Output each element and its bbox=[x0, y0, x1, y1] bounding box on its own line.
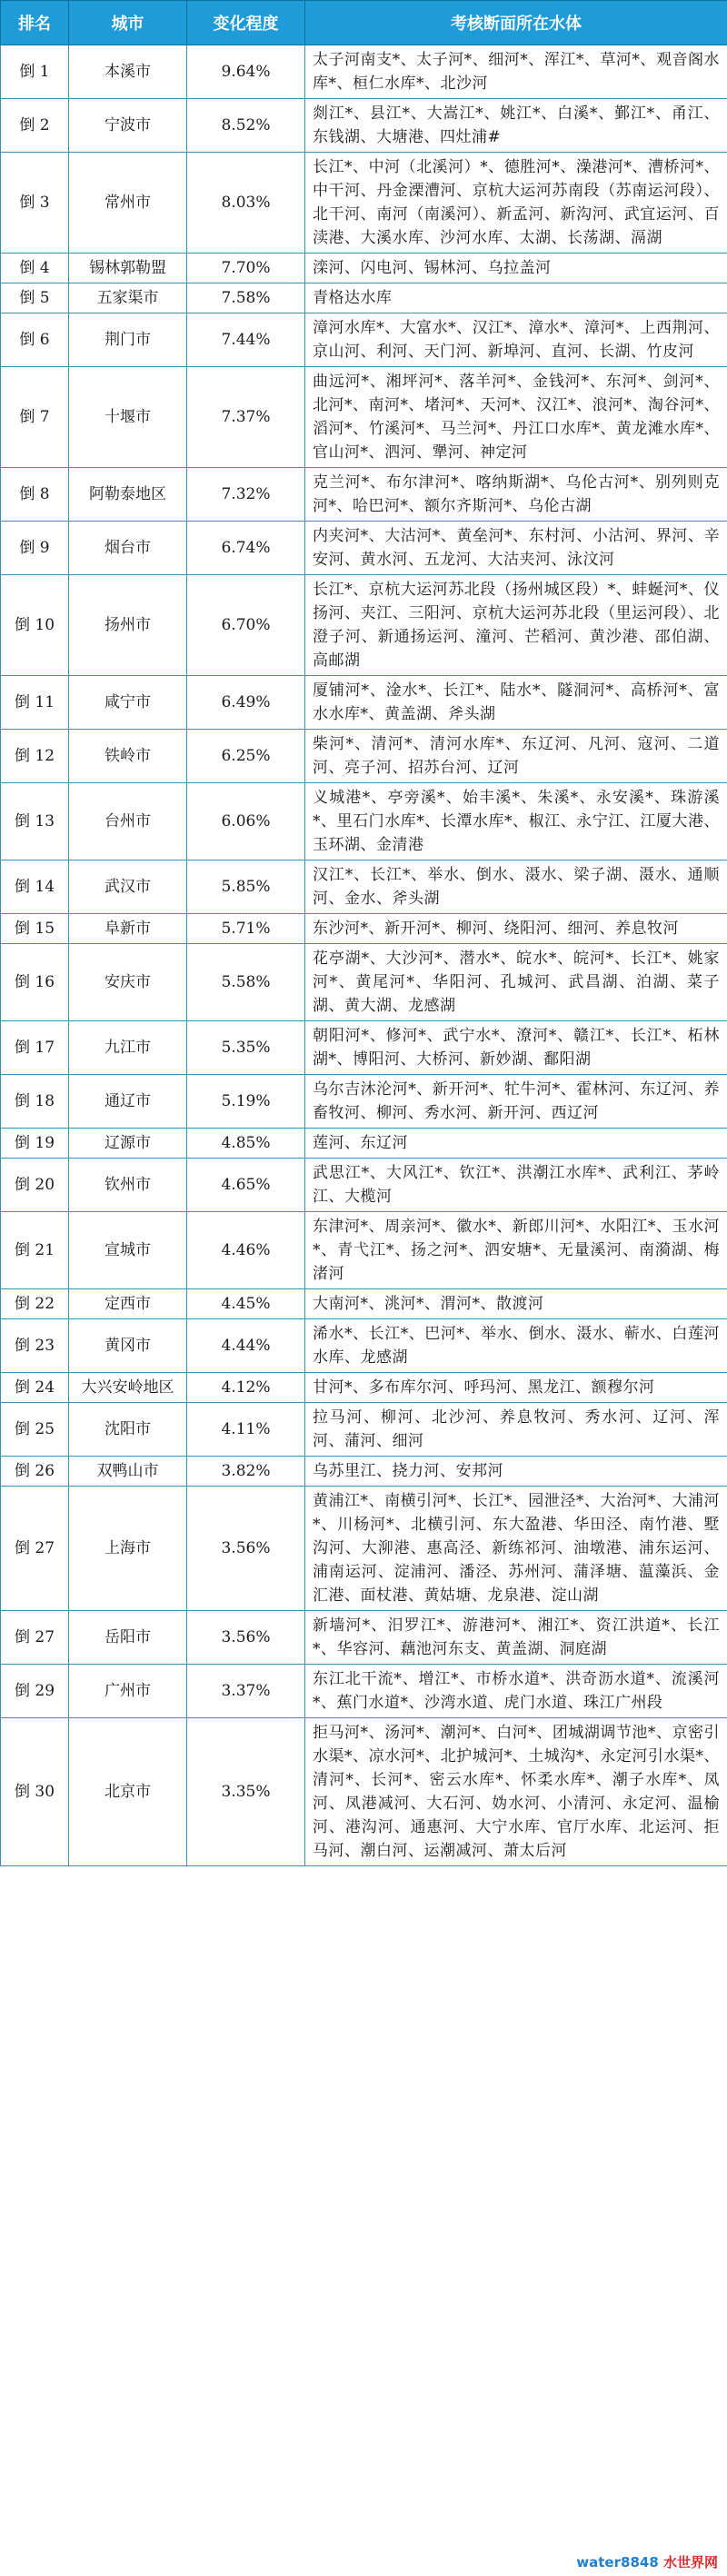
table-row bbox=[1, 914, 727, 944]
table-row bbox=[1, 1021, 727, 1075]
rank-cell: 倒 29 bbox=[1, 1665, 69, 1718]
rank-cell: 倒 17 bbox=[1, 1021, 69, 1075]
rank-cell: 倒 13 bbox=[1, 783, 69, 860]
table-row bbox=[1, 45, 727, 99]
water-cell: 拉马河、柳河、北沙河、养息牧河、秀水河、辽河、浑河、蒲河、细河 bbox=[305, 1403, 727, 1457]
water-cell: 柴河*、清河*、清河水库*、东辽河、凡河、寇河、二道河、亮子河、招苏台河、辽河 bbox=[305, 730, 727, 783]
water-cell: 剡江*、县江*、大嵩江*、姚江*、白溪*、鄞江*、甬江、东钱湖、大塘港、四灶浦# bbox=[305, 99, 727, 153]
water-cell: 汉江*、长江*、举水、倒水、滠水、梁子湖、滠水、通顺河、金水、斧头湖 bbox=[305, 860, 727, 914]
rank-cell: 倒 22 bbox=[1, 1289, 69, 1319]
city-cell: 十堰市 bbox=[69, 367, 187, 468]
table-row bbox=[1, 1457, 727, 1487]
header-rank: 排名 bbox=[1, 1, 69, 45]
table-row bbox=[1, 1319, 727, 1373]
table-body bbox=[1, 45, 727, 1866]
city-cell: 阜新市 bbox=[69, 914, 187, 944]
table-row bbox=[1, 1075, 727, 1129]
city-cell: 宣城市 bbox=[69, 1212, 187, 1289]
rank-cell: 倒 23 bbox=[1, 1319, 69, 1373]
table-row bbox=[1, 1487, 727, 1611]
city-cell: 阿勒泰地区 bbox=[69, 468, 187, 522]
city-cell: 上海市 bbox=[69, 1487, 187, 1611]
table-row bbox=[1, 676, 727, 730]
rank-cell: 倒 24 bbox=[1, 1373, 69, 1403]
change-cell: 9.64% bbox=[187, 45, 305, 99]
city-cell: 扬州市 bbox=[69, 575, 187, 676]
water-cell: 新墙河*、汨罗江*、游港河*、湘江*、资江洪道*、长江*、华容河、藕池河东支、黄盖湖、洞庭湖 bbox=[305, 1611, 727, 1665]
change-cell: 3.37% bbox=[187, 1665, 305, 1718]
change-cell: 7.37% bbox=[187, 367, 305, 468]
water-cell: 浠水*、长江*、巴河*、举水、倒水、滠水、蕲水、白莲河水库、龙感湖 bbox=[305, 1319, 727, 1373]
rank-cell: 倒 27 bbox=[1, 1487, 69, 1611]
table-row bbox=[1, 99, 727, 153]
water-cell: 乌苏里江、挠力河、安邦河 bbox=[305, 1457, 727, 1487]
change-cell: 8.52% bbox=[187, 99, 305, 153]
table-row bbox=[1, 1611, 727, 1665]
rank-cell: 倒 14 bbox=[1, 860, 69, 914]
change-cell: 4.45% bbox=[187, 1289, 305, 1319]
table-row bbox=[1, 1212, 727, 1289]
city-cell: 本溪市 bbox=[69, 45, 187, 99]
table-row bbox=[1, 783, 727, 860]
table-row bbox=[1, 1129, 727, 1159]
change-cell: 5.19% bbox=[187, 1075, 305, 1129]
rank-cell: 倒 30 bbox=[1, 1718, 69, 1866]
header-city: 城市 bbox=[69, 1, 187, 45]
change-cell: 5.71% bbox=[187, 914, 305, 944]
change-cell: 8.03% bbox=[187, 153, 305, 254]
city-cell: 沈阳市 bbox=[69, 1403, 187, 1457]
table-row bbox=[1, 944, 727, 1021]
watermark-brand: water8848 bbox=[576, 2554, 659, 2571]
table-row bbox=[1, 468, 727, 522]
change-cell: 3.82% bbox=[187, 1457, 305, 1487]
change-cell: 4.12% bbox=[187, 1373, 305, 1403]
change-cell: 3.56% bbox=[187, 1487, 305, 1611]
rank-cell: 倒 4 bbox=[1, 254, 69, 283]
city-cell: 咸宁市 bbox=[69, 676, 187, 730]
rank-cell: 倒 21 bbox=[1, 1212, 69, 1289]
water-cell: 黄浦江*、南横引河*、长江*、园泄泾*、大治河*、大浦河*、川杨河*、北横引河、东大盈港、华田泾、南竹港、墅沟河、大泖港、惠高泾、新练祁河、油墩港、浦东运河、浦南运河、淀浦河、潘泾、苏州河、蒲泽塘、蕰藻浜、金汇港、面杖港、黄姑塘、龙泉港、淀山湖 bbox=[305, 1487, 727, 1611]
table-row bbox=[1, 1718, 727, 1866]
rank-cell: 倒 9 bbox=[1, 522, 69, 575]
change-cell: 5.58% bbox=[187, 944, 305, 1021]
city-cell: 双鸭山市 bbox=[69, 1457, 187, 1487]
rank-cell: 倒 8 bbox=[1, 468, 69, 522]
water-cell: 厦铺河*、淦水*、长江*、陆水*、隧洞河*、高桥河*、富水水库*、黄盖湖、斧头湖 bbox=[305, 676, 727, 730]
rank-cell: 倒 11 bbox=[1, 676, 69, 730]
table-row bbox=[1, 730, 727, 783]
city-cell: 烟台市 bbox=[69, 522, 187, 575]
water-cell: 东江北干流*、增江*、市桥水道*、洪奇沥水道*、流溪河*、蕉门水道*、沙湾水道、虎门水道、珠江广州段 bbox=[305, 1665, 727, 1718]
change-cell: 3.35% bbox=[187, 1718, 305, 1866]
water-cell: 滦河、闪电河、锡林河、乌拉盖河 bbox=[305, 254, 727, 283]
rank-cell: 倒 10 bbox=[1, 575, 69, 676]
change-cell: 6.25% bbox=[187, 730, 305, 783]
rank-cell: 倒 15 bbox=[1, 914, 69, 944]
rank-cell: 倒 20 bbox=[1, 1159, 69, 1212]
change-cell: 4.65% bbox=[187, 1159, 305, 1212]
rank-cell: 倒 18 bbox=[1, 1075, 69, 1129]
city-cell: 铁岭市 bbox=[69, 730, 187, 783]
water-cell: 长江*、中河（北溪河）*、德胜河*、澡港河*、漕桥河*、中干河、丹金溧漕河、京杭大运河苏南段（苏南运河段）、北干河、南河（南溪河）、新孟河、新沟河、武宜运河、百渎港、大溪水库、沙河水库、太湖、长荡湖、滆湖 bbox=[305, 153, 727, 254]
city-cell: 锡林郭勒盟 bbox=[69, 254, 187, 283]
change-cell: 4.46% bbox=[187, 1212, 305, 1289]
change-cell: 7.44% bbox=[187, 313, 305, 367]
table-row bbox=[1, 1373, 727, 1403]
rank-cell: 倒 27 bbox=[1, 1611, 69, 1665]
city-cell: 台州市 bbox=[69, 783, 187, 860]
watermark-suffix: 水世界网 bbox=[662, 2554, 718, 2571]
city-cell: 广州市 bbox=[69, 1665, 187, 1718]
change-cell: 6.70% bbox=[187, 575, 305, 676]
table-row bbox=[1, 283, 727, 313]
water-cell: 曲远河*、湘坪河*、落羊河*、金钱河*、东河*、剑河*、北河*、南河*、堵河*、天河*、汉江*、浪河*、淘谷河*、滔河*、竹溪河*、马兰河*、丹江口水库*、黄龙滩水库*、官山河*、泗河、犟河、神定河 bbox=[305, 367, 727, 468]
rank-cell: 倒 25 bbox=[1, 1403, 69, 1457]
table-row bbox=[1, 153, 727, 254]
change-cell: 7.70% bbox=[187, 254, 305, 283]
water-cell: 克兰河*、布尔津河*、喀纳斯湖*、乌伦古河*、别列则克河*、哈巴河*、额尔齐斯河*、乌伦古湖 bbox=[305, 468, 727, 522]
rank-cell: 倒 5 bbox=[1, 283, 69, 313]
water-cell: 东沙河*、新开河*、柳河、绕阳河、细河、养息牧河 bbox=[305, 914, 727, 944]
water-cell: 东津河*、周亲河*、徽水*、新郎川河*、水阳江*、玉水河*、青弋江*、扬之河*、泗安塘*、无量溪河、南漪湖、梅渚河 bbox=[305, 1212, 727, 1289]
rank-cell: 倒 1 bbox=[1, 45, 69, 99]
water-cell: 武思江*、大风江*、钦江*、洪潮江水库*、武利江、茅岭江、大榄河 bbox=[305, 1159, 727, 1212]
table-row bbox=[1, 367, 727, 468]
water-cell: 青格达水库 bbox=[305, 283, 727, 313]
city-cell: 常州市 bbox=[69, 153, 187, 254]
city-cell: 北京市 bbox=[69, 1718, 187, 1866]
change-cell: 4.44% bbox=[187, 1319, 305, 1373]
table-row bbox=[1, 254, 727, 283]
city-cell: 荆门市 bbox=[69, 313, 187, 367]
rank-cell: 倒 2 bbox=[1, 99, 69, 153]
table-row bbox=[1, 575, 727, 676]
water-cell: 花亭湖*、大沙河*、潜水*、皖水*、皖河*、长江*、姚家河*、黄尾河*、华阳河、孔城河、武昌湖、泊湖、菜子湖、黄大湖、龙感湖 bbox=[305, 944, 727, 1021]
change-cell: 7.32% bbox=[187, 468, 305, 522]
city-cell: 大兴安岭地区 bbox=[69, 1373, 187, 1403]
table-row bbox=[1, 860, 727, 914]
change-cell: 4.85% bbox=[187, 1129, 305, 1159]
water-cell: 漳河水库*、大富水*、汉江*、漳水*、漳河*、上西荆河、京山河、利河、天门河、新埠河、直河、长湖、竹皮河 bbox=[305, 313, 727, 367]
city-cell: 武汉市 bbox=[69, 860, 187, 914]
water-cell: 长江*、京杭大运河苏北段（扬州城区段）*、蚌蜒河*、仪扬河、夹江、三阳河、京杭大运河苏北段（里运河段）、北澄子河、新通扬运河、潼河、芒稻河、黄沙港、邵伯湖、高邮湖 bbox=[305, 575, 727, 676]
water-cell: 义城港*、亭旁溪*、始丰溪*、朱溪*、永安溪*、珠游溪*、里石门水库*、长潭水库*、椒江、永宁江、江厦大港、玉环湖、金清港 bbox=[305, 783, 727, 860]
header-row bbox=[1, 1, 727, 45]
rank-cell: 倒 7 bbox=[1, 367, 69, 468]
city-cell: 九江市 bbox=[69, 1021, 187, 1075]
city-cell: 安庆市 bbox=[69, 944, 187, 1021]
table-row bbox=[1, 1289, 727, 1319]
water-cell: 大南河*、洮河*、渭河*、散渡河 bbox=[305, 1289, 727, 1319]
table-row bbox=[1, 1159, 727, 1212]
city-cell: 五家渠市 bbox=[69, 283, 187, 313]
water-cell: 内夹河*、大沽河*、黄垒河*、东村河、小沽河、界河、辛安河、黄水河、五龙河、大沽夹河、泳汶河 bbox=[305, 522, 727, 575]
change-cell: 6.06% bbox=[187, 783, 305, 860]
city-cell: 钦州市 bbox=[69, 1159, 187, 1212]
header-change: 变化程度 bbox=[187, 1, 305, 45]
table-row bbox=[1, 1403, 727, 1457]
table-row bbox=[1, 522, 727, 575]
water-cell: 朝阳河*、修河*、武宁水*、潦河*、赣江*、长江*、柘林湖*、博阳河、大桥河、新妙湖、鄱阳湖 bbox=[305, 1021, 727, 1075]
rank-cell: 倒 26 bbox=[1, 1457, 69, 1487]
watermark bbox=[573, 2551, 722, 2572]
rank-cell: 倒 16 bbox=[1, 944, 69, 1021]
city-cell: 通辽市 bbox=[69, 1075, 187, 1129]
water-cell: 拒马河*、汤河*、潮河*、白河*、团城湖调节池*、京密引水渠*、凉水河*、北护城河*、土城沟*、永定河引水渠*、清河*、长河*、密云水库*、怀柔水库*、潮子水库*、凤河、凤港减河、大石河、妫水河、小清河、永定河、温榆河、港沟河、通惠河、大宁水库、官厅水库、北运河、拒马河、潮白河、运潮减河、萧太后河 bbox=[305, 1718, 727, 1866]
table-row bbox=[1, 313, 727, 367]
table-row bbox=[1, 1665, 727, 1718]
city-cell: 岳阳市 bbox=[69, 1611, 187, 1665]
change-cell: 7.58% bbox=[187, 283, 305, 313]
water-cell: 太子河南支*、太子河*、细河*、浑江*、草河*、观音阁水库*、桓仁水库*、北沙河 bbox=[305, 45, 727, 99]
change-cell: 5.35% bbox=[187, 1021, 305, 1075]
header-water: 考核断面所在水体 bbox=[305, 1, 727, 45]
water-cell: 甘河*、多布库尔河、呼玛河、黑龙江、额穆尔河 bbox=[305, 1373, 727, 1403]
change-cell: 6.74% bbox=[187, 522, 305, 575]
city-cell: 辽源市 bbox=[69, 1129, 187, 1159]
rank-cell: 倒 19 bbox=[1, 1129, 69, 1159]
water-cell: 乌尔吉沐沦河*、新开河*、牤牛河*、霍林河、东辽河、养畜牧河、柳河、秀水河、新开河、西辽河 bbox=[305, 1075, 727, 1129]
change-cell: 4.11% bbox=[187, 1403, 305, 1457]
rank-cell: 倒 12 bbox=[1, 730, 69, 783]
rank-cell: 倒 3 bbox=[1, 153, 69, 254]
city-cell: 黄冈市 bbox=[69, 1319, 187, 1373]
city-cell: 定西市 bbox=[69, 1289, 187, 1319]
change-cell: 6.49% bbox=[187, 676, 305, 730]
water-cell: 莲河、东辽河 bbox=[305, 1129, 727, 1159]
city-cell: 宁波市 bbox=[69, 99, 187, 153]
change-cell: 3.56% bbox=[187, 1611, 305, 1665]
change-cell: 5.85% bbox=[187, 860, 305, 914]
rank-cell: 倒 6 bbox=[1, 313, 69, 367]
